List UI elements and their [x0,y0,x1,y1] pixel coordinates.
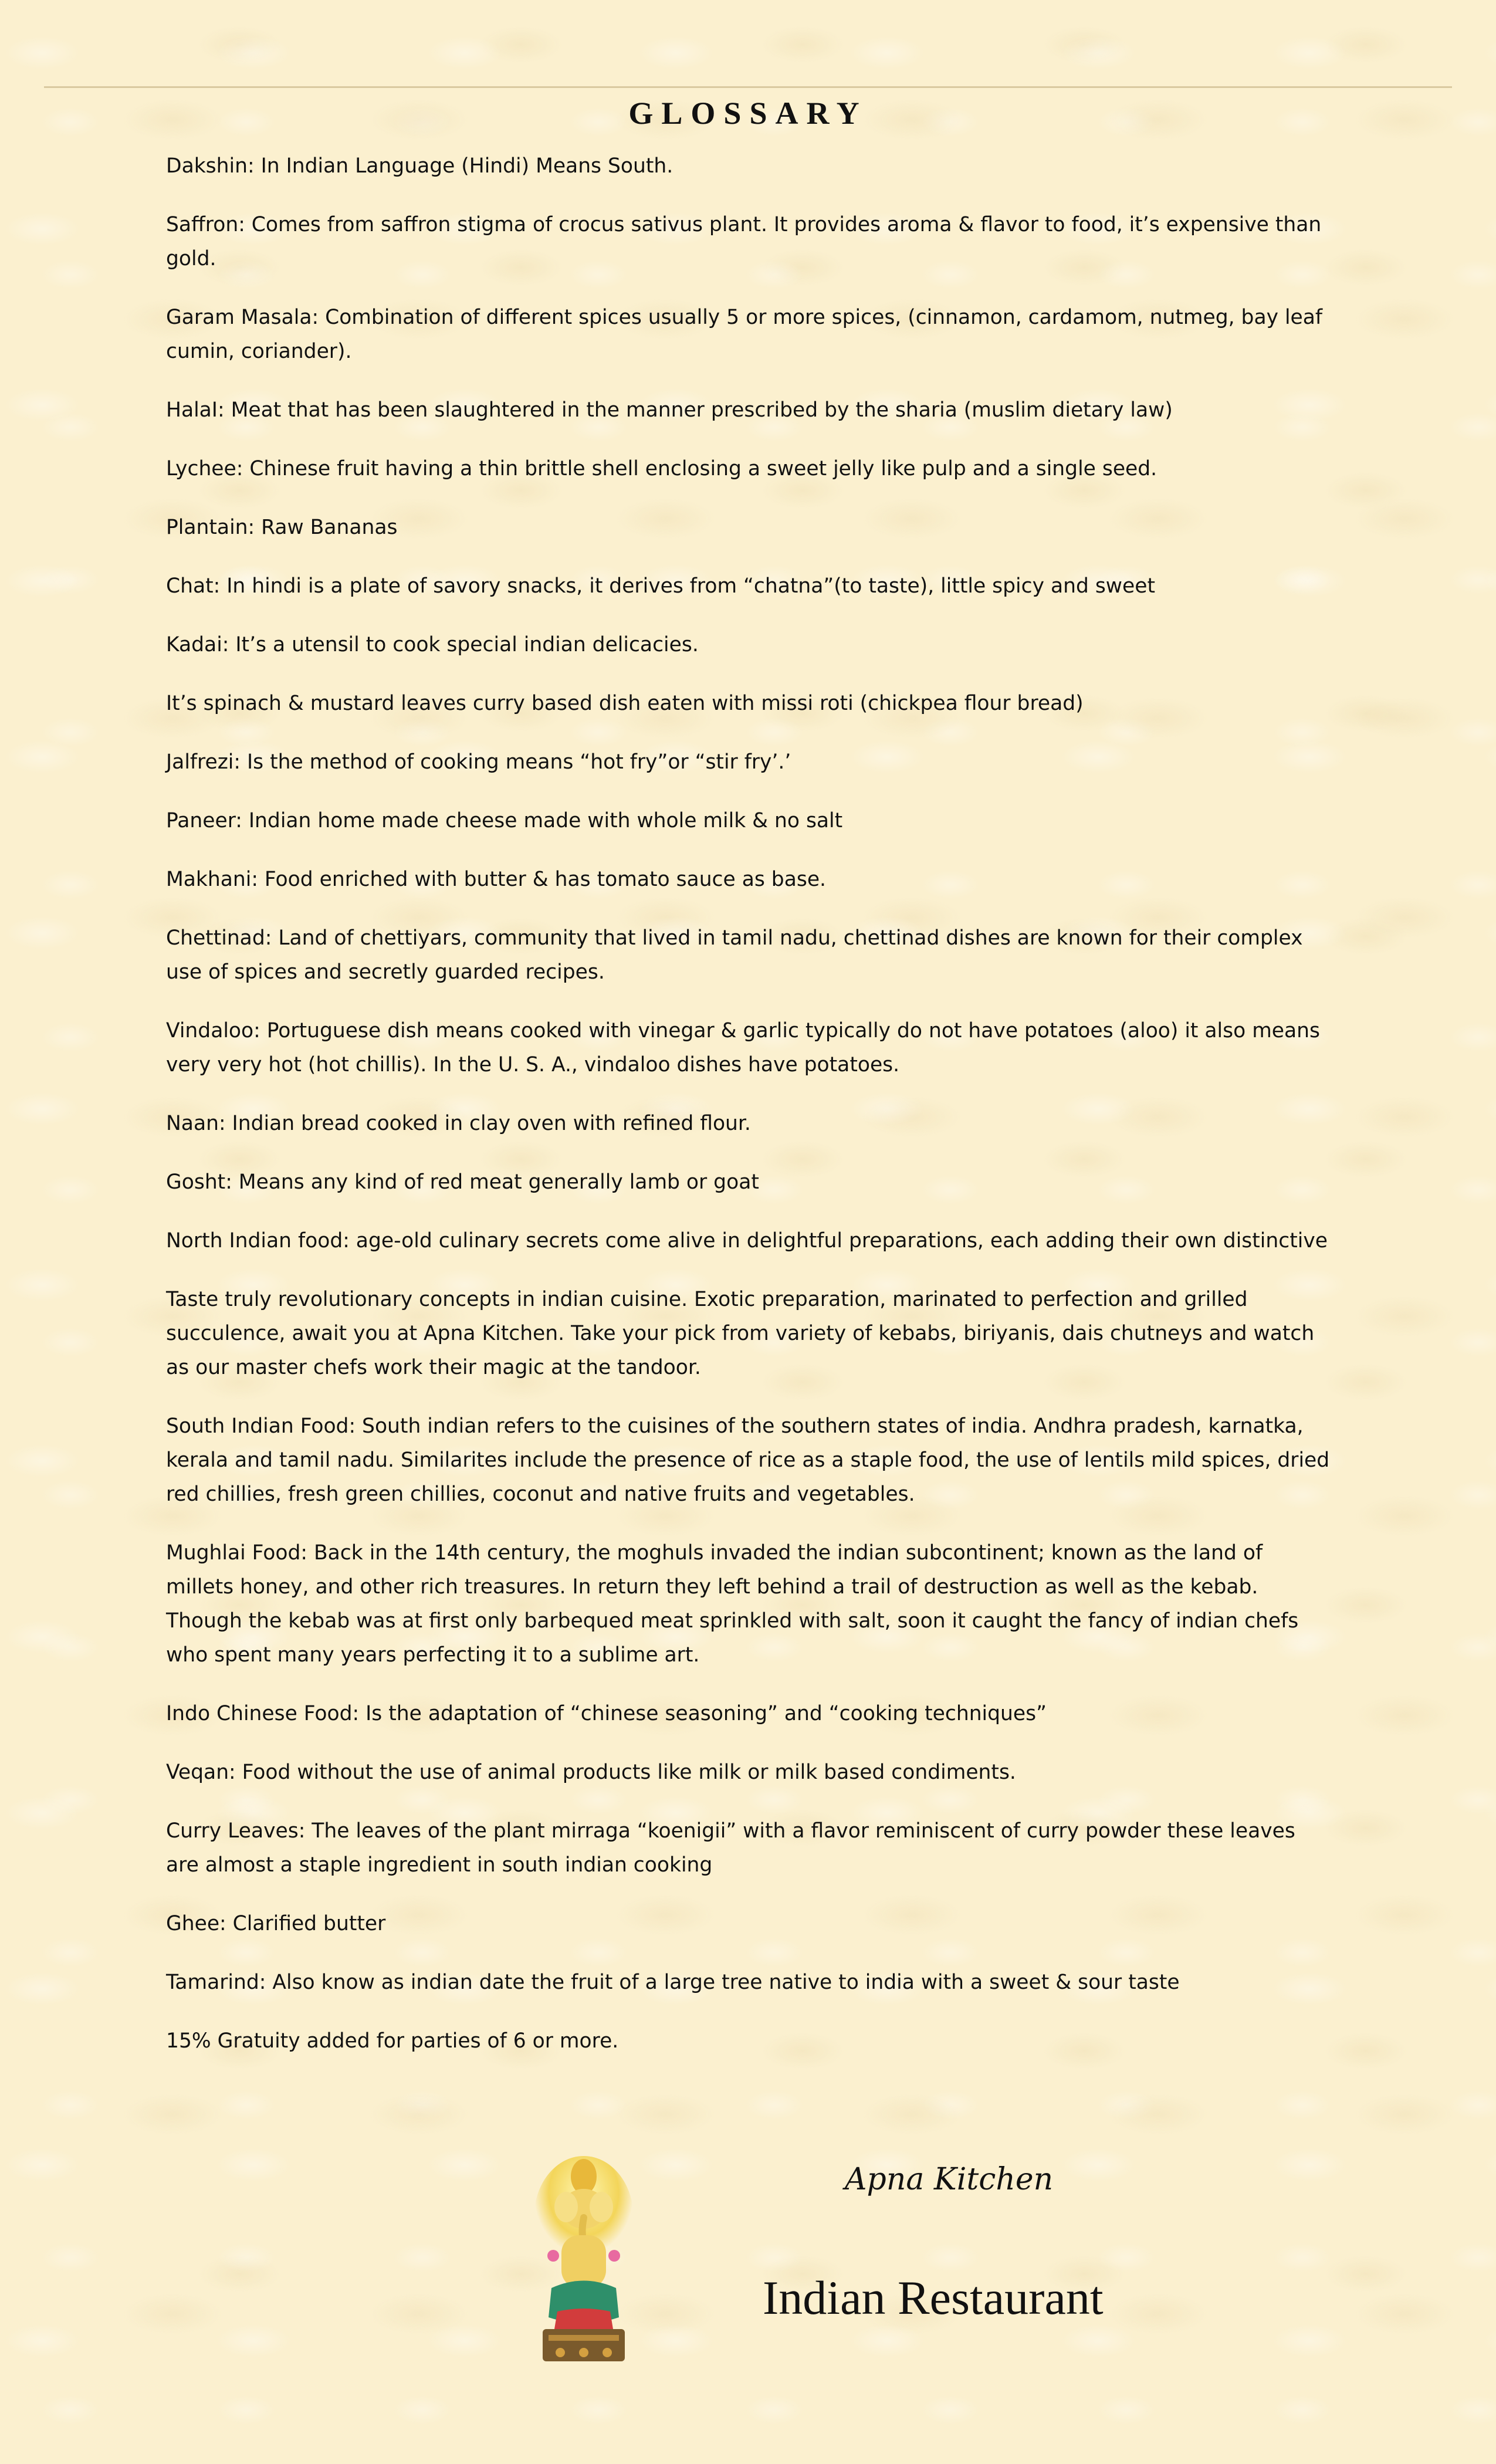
footer [0,2147,1496,2394]
ganesha-illustration-icon [525,2153,642,2376]
glossary-entry: Chat: In hindi is a plate of savory snacks, it derives from “chatna”(to taste), little spicy and sweet [166,574,1156,598]
glossary-entry: Saffron: Comes from saffron stigma of crocus sativus plant. It provides aroma & flavor to food, it’s expensive than gold. [166,213,1322,270]
glossary-entry: Garam Masala: Combination of different spices usually 5 or more spices, (cinnamon, cardamom, nutmeg, bay leaf cumin, coriander). [166,306,1323,363]
glossary-entry: Gosht: Means any kind of red meat generally lamb or goat [166,1170,759,1194]
glossary-entry: South Indian Food: South indian refers to the cuisines of the southern states of india. Andhra pradesh, karnatka, kerala and tamil nadu. Similarites include the presence of rice as a staple food, the use of lentils mild spices, dried red chillies, fresh green chillies, coconut and native fruits and vegetables. [166,1414,1330,1506]
glossary-entry: Mughlai Food: Back in the 14th century, the moghuls invaded the indian subcontinent; known as the land of millets honey, and other rich treasures. In return they left behind a trail of destruction as well as the kebab. Though the kebab was at first only barbequed meat sprinkled with salt, soon it caught the fancy of indian chefs who spent many years perfecting it to a sublime art. [166,1541,1299,1667]
glossary-entry: Paneer: Indian home made cheese made with whole milk & no salt [166,809,843,832]
top-divider [44,86,1452,88]
glossary-entry: Kadai: It’s a utensil to cook special indian delicacies. [166,633,699,656]
glossary-entry: It’s spinach & mustard leaves curry based dish eaten with missi roti (chickpea flour bread) [166,692,1084,715]
glossary-entry: Chettinad: Land of chettiyars, community that lived in tamil nadu, chettinad dishes are known for their complex use of spices and secretly guarded recipes. [166,926,1303,984]
glossary-entry: Veqan: Food without the use of animal products like milk or milk based condiments. [166,1761,1016,1784]
glossary-entry: Ghee: Clarified butter [166,1912,386,1935]
restaurant-subtitle: Indian Restaurant [763,2271,1104,2324]
glossary-entry: Tamarind: Also know as indian date the fruit of a large tree native to india with a sweet & sour taste [166,1971,1180,1994]
glossary-entry: Curry Leaves: The leaves of the plant mirraga “koenigii” with a flavor reminiscent of curry powder these leaves are almost a staple ingredient in south indian cooking [166,1819,1295,1877]
glossary-entry: Makhani: Food enriched with butter & has tomato sauce as base. [166,868,827,891]
glossary-list [166,149,1333,2083]
glossary-entry: Jalfrezi: Is the method of cooking means “hot fry”or “stir fry’.’ [166,750,791,774]
glossary-entry: Vindaloo: Portuguese dish means cooked with vinegar & garlic typically do not have potatoes (aloo) it also means very very hot (hot chillis). In the U. S. A., vindaloo dishes have potatoes. [166,1019,1321,1077]
glossary-entry: Lychee: Chinese fruit having a thin brittle shell enclosing a sweet jelly like pulp and a single seed. [166,457,1157,480]
glossary-entry: HalaI: Meat that has been slaughtered in the manner prescribed by the sharia (muslim dietary law) [166,398,1173,422]
glossary-entry: Plantain: Raw Bananas [166,516,398,539]
glossary-entry: Dakshin: In Indian Language (Hindi) Means South. [166,154,673,178]
glossary-entry: Taste truly revolutionary concepts in indian cuisine. Exotic preparation, marinated to perfection and grilled succulence, await you at Apna Kitchen. Take your pick from variety of kebabs, biriyanis, dais chutneys and watch as our master chefs work their magic at the tandoor. [166,1288,1315,1379]
page-title: GLOSSARY [628,96,868,131]
brand-name: Apna Kitchen [845,2162,1054,2197]
glossary-entry: Naan: Indian bread cooked in clay oven with refined flour. [166,1112,751,1135]
glossary-entry: Indo Chinese Food: Is the adaptation of “chinese seasoning” and “cooking techniques” [166,1702,1047,1725]
glossary-entry: North Indian food: age-old culinary secrets come alive in delightful preparations, each adding their own distinctive [166,1229,1328,1253]
gratuity-note: 15% Gratuity added for parties of 6 or more. [166,2029,619,2053]
